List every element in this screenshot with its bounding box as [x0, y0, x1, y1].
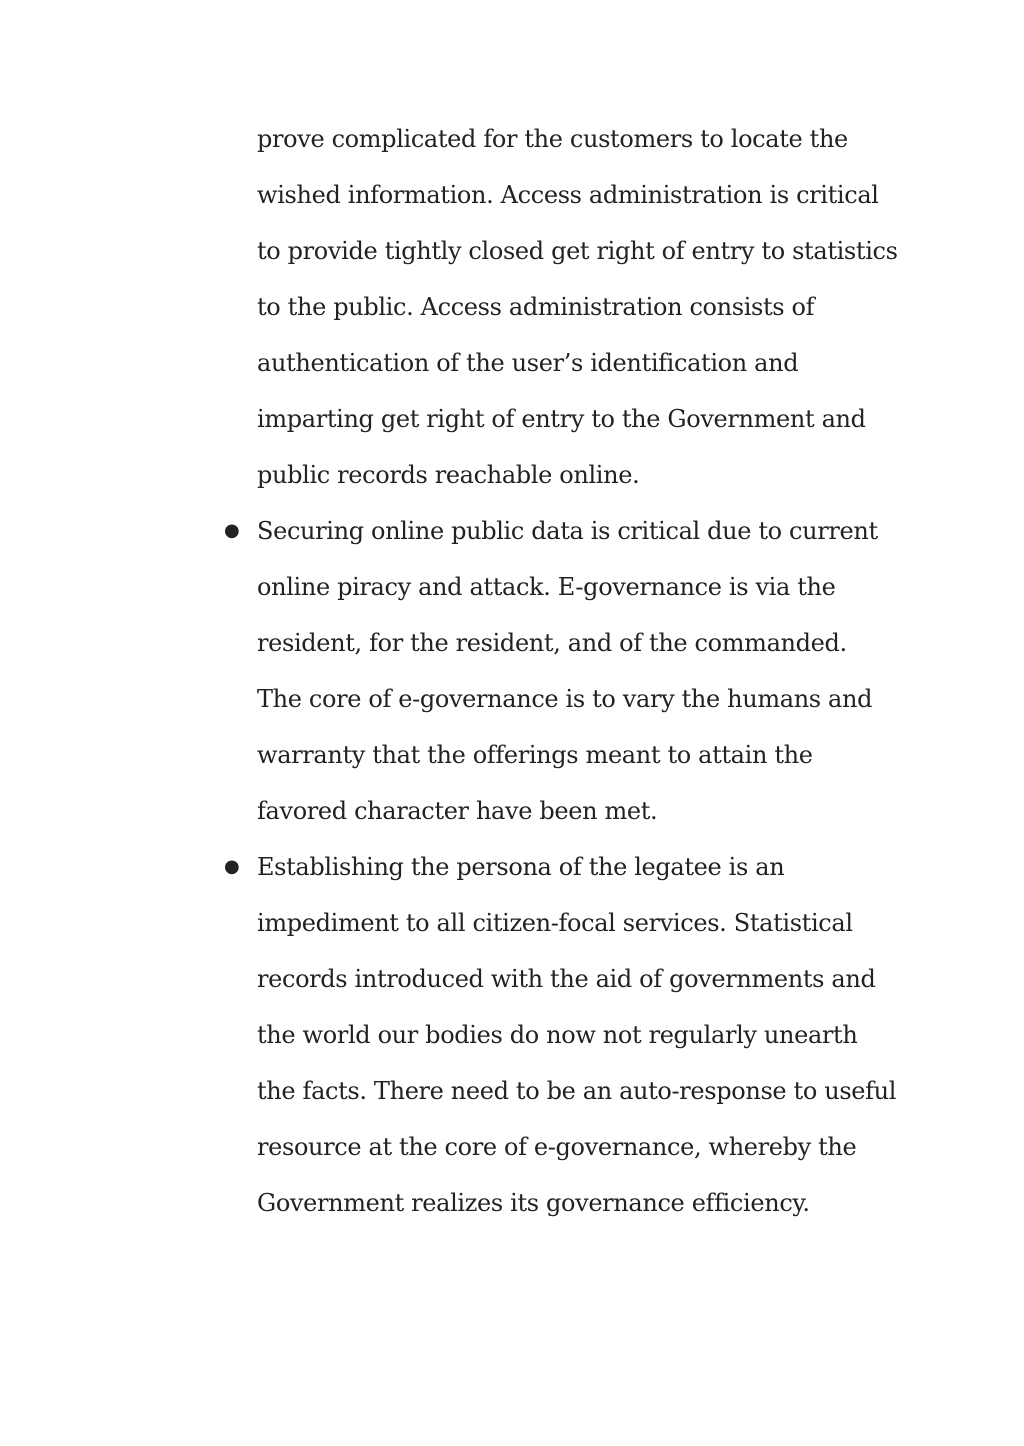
text-line: prove complicated for the customers to locate the: [257, 125, 848, 153]
text-line: wished information. Access administration is critical: [257, 181, 879, 209]
text-line: the facts. There need to be an auto-response to useful: [257, 1077, 897, 1105]
text-line: the world our bodies do now not regularly unearth: [257, 1021, 858, 1049]
text-line: resource at the core of e-governance, whereby the: [257, 1133, 857, 1161]
body-text: [224, 111, 898, 1231]
text-line: public records reachable online.: [257, 461, 640, 489]
bullet-item: [224, 839, 897, 1231]
text-line: authentication of the user’s identification and: [257, 349, 799, 377]
text-line: The core of e-governance is to vary the humans and: [257, 685, 873, 713]
text-line: favored character have been met.: [257, 797, 658, 825]
bullet-text: Establishing the persona of the legatee is an: [257, 853, 785, 881]
bullet-text: Securing online public data is critical due to current: [257, 517, 878, 545]
text-line: impediment to all citizen-focal services. Statistical: [257, 909, 853, 937]
text-line: Government realizes its governance efficiency.: [257, 1189, 810, 1217]
bullet-icon: ●: [224, 520, 240, 541]
text-line: online piracy and attack. E-governance is via the: [257, 573, 836, 601]
text-line: records introduced with the aid of governments and: [257, 965, 876, 993]
text-line: to the public. Access administration consists of: [257, 293, 815, 321]
text-line: [224, 839, 877, 895]
text-line: resident, for the resident, and of the commanded.: [257, 629, 847, 657]
text-line: warranty that the offerings meant to attain the: [257, 741, 813, 769]
bullet-icon: ●: [224, 856, 240, 877]
text-line: imparting get right of entry to the Government and: [257, 405, 866, 433]
text-line: [224, 503, 878, 559]
bullet-item: [224, 503, 878, 839]
continuation-paragraph: [257, 111, 898, 503]
text-line: to provide tightly closed get right of entry to statistics: [257, 237, 898, 265]
